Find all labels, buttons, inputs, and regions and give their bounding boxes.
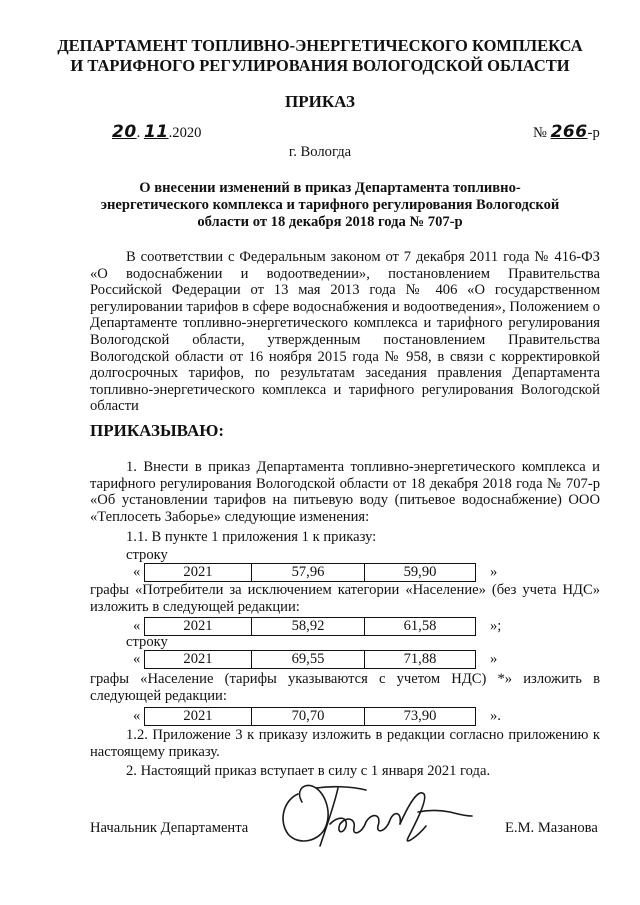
row-value-2: 71,88: [403, 651, 437, 667]
signature-image: [268, 776, 478, 854]
row-year: 2021: [145, 618, 252, 635]
item-2: 2. Настоящий приказ вступает в силу с 1 января 2021 года.: [126, 763, 491, 779]
item-1-2: 1.2. Приложение 3 к приказу изложить в редакции согласно приложению к настоящему приказу.: [90, 727, 600, 760]
order-number: № 266-р: [533, 122, 600, 142]
date-month-handwritten: 11: [143, 122, 169, 142]
row-year: 2021: [145, 651, 252, 668]
row-value-2: 61,58: [403, 618, 437, 634]
preamble: В соответствии с Федеральным законом от 7 декабря 2011 года № 416-ФЗ «О водоснабжении и водоотведении», постановлением Правительства Российской Федерации от 13 мая 2013 года № 406 «О государственном регулировании тарифов в сфере водоснабжения и водоотведения», Положением о Департаменте топливно-энергетического комплекса и тарифного регулирования Вологодской области, утвержденным постановлением Правительства Вологодской области от 16 ноября 2015 года № 958, в связи с корректировкой долгосрочных тарифов, по результатам заседания правления Департамента топливно-энергетического комплекса и тарифного регулирования Вологодской области: [90, 249, 600, 415]
title-line3: области от 18 декабря 2018 года № 707-р: [197, 214, 463, 230]
item-1-1: 1.1. В пункте 1 приложения 1 к приказу:: [126, 529, 377, 545]
row-value-2: 73,90: [403, 708, 437, 724]
order-number-handwritten: 266: [550, 122, 588, 142]
grafa-1: графы «Потребители за исключением категории «Население» (без учета НДС» изложить в следующей редакции:: [90, 582, 600, 615]
row-value-1: 70,70: [252, 708, 365, 725]
city: г. Вологда: [288, 144, 352, 160]
order-word: ПРИКАЗЫВАЮ:: [90, 421, 225, 440]
row-value-1: 69,55: [252, 651, 365, 668]
row-year: 2021: [145, 564, 252, 581]
order-date: 20. 11.2020: [112, 122, 202, 142]
date-year: .2020: [168, 125, 202, 141]
date-day-handwritten: 20: [112, 122, 137, 142]
department-name-line1: ДЕПАРТАМЕНТ ТОПЛИВНО-ЭНЕРГЕТИЧЕСКОГО КОМПЛЕКСА: [57, 36, 583, 55]
department-name-line2: И ТАРИФНОГО РЕГУЛИРОВАНИЯ ВОЛОГОДСКОЙ ОБЛАСТИ: [70, 56, 570, 75]
grafa-2: графы «Население (тарифы указываются с учетом НДС) *» изложить в следующей редакции:: [90, 671, 600, 704]
row-word: строку: [126, 634, 168, 650]
item-1: 1. Внести в приказ Департамента топливно-энергетического комплекса и тарифного регулирования Вологодской области от 18 декабря 2018 года № 707-р «Об установлении тарифов на питьевую воду (питьевое водоснабжение) ООО «Теплосеть Заборье» следующие изменения:: [90, 459, 600, 525]
title-line2: энергетического комплекса и тарифного регулирования Вологодской: [100, 197, 560, 213]
title-line1: О внесении изменений в приказ Департамента топливно-: [139, 180, 521, 196]
row-word: строку: [126, 547, 168, 563]
row-value-2: 59,90: [403, 564, 437, 580]
signatory-position: Начальник Департамента: [90, 820, 249, 836]
signatory-name: Е.М. Мазанова: [505, 820, 598, 836]
row-year: 2021: [145, 708, 252, 725]
doc-type: ПРИКАЗ: [285, 92, 355, 111]
row-value-1: 58,92: [252, 618, 365, 635]
row-value-1: 57,96: [252, 564, 365, 581]
